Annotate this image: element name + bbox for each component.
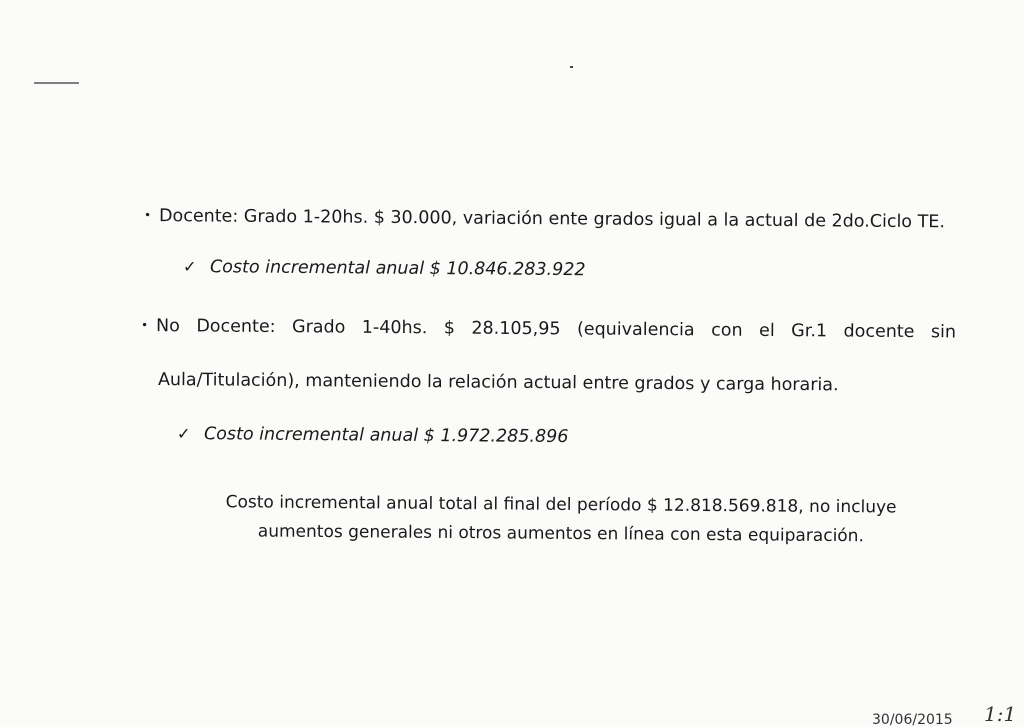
cost-docente-text: Costo incremental anual $ 10.846.283.922 [209, 257, 586, 281]
footer-page-mark: 1:1 [984, 702, 1017, 726]
item-docente-text: Docente: Grado 1-20hs. $ 30.000, variación ente grados igual a la actual de 2do.Ciclo TE. [158, 206, 946, 233]
checkmark-icon: ✓ [176, 424, 191, 444]
summary-line-1: Costo incremental anual total al final del período $ 12.818.569.818, no incluye [225, 492, 897, 518]
cost-docente [183, 257, 586, 280]
checkmark-icon: ✓ [182, 257, 197, 277]
scan-artifact-line [34, 82, 79, 84]
bullet-icon: • [143, 208, 152, 223]
bullet-item-no-docente [141, 316, 965, 342]
bullet-item-docente [144, 206, 945, 232]
scan-artifact-dot [570, 66, 573, 68]
bullet-icon: • [140, 318, 149, 333]
footer-date: 30/06/2015 [872, 712, 953, 727]
item-no-docente-text-line2: Aula/Titulación), manteniendo la relación actual entre grados y carga horaria. [157, 370, 839, 396]
cost-no-docente-text: Costo incremental anual $ 1.972.285.896 [203, 424, 569, 448]
summary-line-2: aumentos generales ni otros aumentos en línea con esta equiparación. [257, 521, 864, 547]
cost-no-docente [177, 424, 569, 447]
item-no-docente-text-line1: No Docente: Grado 1-40hs. $ 28.105,95 (equivalencia con el Gr.1 docente sin [155, 316, 957, 343]
summary-paragraph [196, 488, 926, 552]
